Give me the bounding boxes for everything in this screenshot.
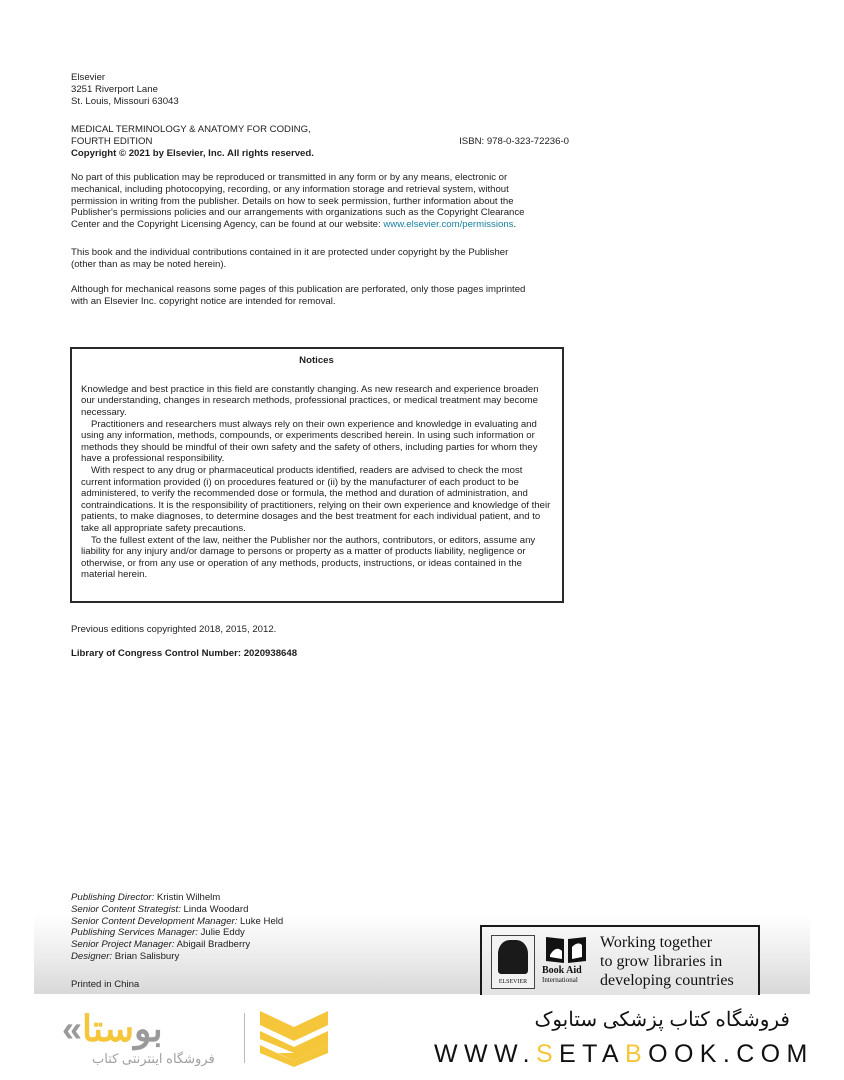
url-part-accent: B <box>625 1040 649 1068</box>
credit-role: Senior Project Manager: <box>71 939 175 951</box>
publisher-address <box>71 72 179 107</box>
open-book-icon <box>544 935 588 965</box>
credit-role: Senior Content Strategist: <box>71 903 181 915</box>
store-name-persian: فروشگاه کتاب پزشکی ستابوک <box>534 1009 790 1031</box>
credit-name: Abigail Bradberry <box>174 939 251 951</box>
tree-icon <box>498 940 528 974</box>
slogan-line: Working together <box>600 934 713 951</box>
credit-entry <box>71 904 283 916</box>
permissions-link[interactable]: www.elsevier.com/permissions <box>383 219 514 231</box>
elsevier-logo-label: ELSEVIER <box>498 979 528 985</box>
text-line: Publisher's permissions policies and our arrangements with organizations such as the Copyright Clearance <box>71 207 525 219</box>
printed-in: Printed in China <box>71 979 140 990</box>
rights-paragraph <box>71 172 561 231</box>
url-part: OOK.COM <box>648 1040 814 1068</box>
credit-name: Brian Salisbury <box>112 950 180 962</box>
bookaid-slogan <box>600 933 734 990</box>
credit-name: Julie Eddy <box>197 927 245 939</box>
copyright-line: Copyright © 2021 by Elsevier, Inc. All rights reserved. <box>71 147 314 159</box>
text-line: This book and the individual contributions contained in it are protected under copyright by the Publisher <box>71 247 509 258</box>
credit-entry <box>71 939 283 951</box>
notices-title: Notices <box>299 355 334 366</box>
credit-name: Luke Held <box>237 915 284 927</box>
credit-entry <box>71 916 283 928</box>
notices-box <box>70 347 564 603</box>
credit-entry <box>71 927 283 939</box>
logo-word-part: بو <box>134 1008 163 1049</box>
isbn: ISBN: 978-0-323-72236-0 <box>459 136 569 147</box>
credit-role: Designer: <box>71 950 113 962</box>
lccn: Library of Congress Control Number: 2020938648 <box>71 648 298 659</box>
notice-paragraph: Knowledge and best practice in this field are constantly changing. As new research and experience broaden our understanding, changes in research methods, professional practices, or medical treatment may become necessary. <box>81 383 539 418</box>
text-line: No part of this publication may be reproduced or transmitted in any form or by any means, electronic or <box>71 172 508 183</box>
elsevier-tree-logo <box>491 935 535 989</box>
double-chevron-icon: « <box>62 1008 83 1049</box>
text-fragment: . <box>513 219 517 231</box>
slogan-line: to grow libraries in <box>600 953 723 970</box>
text-fragment: Center and the Copyright Licensing Agency, can be found at our website: <box>71 219 384 231</box>
setabook-watermark <box>0 995 844 1080</box>
setabook-logo <box>62 1009 262 1069</box>
logo-word-accent: ستا <box>82 1008 135 1049</box>
bookaid-logo <box>542 935 594 989</box>
text-line: (other than as may be noted herein). <box>71 258 227 270</box>
setabook-logo-word <box>62 1009 163 1049</box>
credit-role: Senior Content Development Manager: <box>71 915 238 927</box>
text-line: with an Elsevier Inc. copyright notice are intended for removal. <box>71 295 336 307</box>
logo-divider <box>244 1013 245 1063</box>
perforated-paragraph <box>71 284 561 308</box>
credits-list <box>71 892 283 963</box>
url-part: ETA <box>559 1040 626 1068</box>
credit-entry <box>71 951 283 963</box>
text-line: Although for mechanical reasons some pages of this publication are perforated, only those pages imprinted <box>71 284 526 295</box>
slogan-line: developing countries <box>600 972 734 989</box>
credit-entry <box>71 892 283 904</box>
setabook-logo-subtitle: فروشگاه اینترنتی کتاب <box>92 1051 215 1066</box>
text-line-with-link <box>71 219 561 231</box>
url-part: WWW. <box>434 1040 536 1068</box>
credit-role: Publishing Services Manager: <box>71 927 198 939</box>
notice-paragraph: To the fullest extent of the law, neither the Publisher nor the authors, contributors, or editors, assume any liability for any injury and/or damage to persons or property as a matter of products liability, negligence or otherwise, or from any use or operation of any methods, products, instructions, or ideas contained in the material herein. <box>81 534 536 581</box>
url-part-accent: S <box>535 1040 560 1068</box>
protected-paragraph <box>71 247 561 271</box>
credit-name: Kristin Wilhelm <box>154 892 221 903</box>
setabook-url[interactable] <box>434 1039 814 1069</box>
title-block <box>71 124 571 159</box>
bookaid-intl: International <box>542 976 578 984</box>
bookaid-name: Book Aid <box>542 965 582 976</box>
notice-paragraph: Practitioners and researchers must always rely on their own experience and knowledge in evaluating and using any information, methods, compounds, or experiments described herein. In using such information or methods they should be mindful of their own safety and the safety of others, including parties for whom they have a professional responsibility. <box>81 418 538 465</box>
publisher-address-line2: St. Louis, Missouri 63043 <box>71 95 179 107</box>
previous-editions: Previous editions copyrighted 2018, 2015, 2012. <box>71 624 277 635</box>
text-line: mechanical, including photocopying, recording, or any information storage and retrieval system, without <box>71 183 509 195</box>
notice-paragraph: With respect to any drug or pharmaceutical products identified, readers are advised to check the most current information provided (i) on procedures featured or (ii) by the manufacturer of each product to be administered, to verify the recommended dose or formula, the method and duration of administration, and contraindications. It is the responsibility of practitioners, relying on their own experience and knowledge of their patients, to make diagnoses, to determine dosages and the best treatment for each individual patient, and to take all appropriate safety precautions. <box>81 464 551 534</box>
bookaid-banner <box>480 925 760 995</box>
setabook-chevron-emblem-icon <box>258 1009 330 1069</box>
book-title-line1: MEDICAL TERMINOLOGY & ANATOMY FOR CODING, <box>71 124 311 135</box>
credit-role: Publishing Director: <box>71 892 155 903</box>
publisher-name: Elsevier <box>71 72 106 83</box>
credit-name: Linda Woodard <box>180 903 249 915</box>
publisher-address-line1: 3251 Riverport Lane <box>71 83 158 95</box>
text-line: permission in writing from the publisher. Details on how to seek permission, further information about the <box>71 195 514 207</box>
book-title-line2: FOURTH EDITION <box>71 135 153 147</box>
